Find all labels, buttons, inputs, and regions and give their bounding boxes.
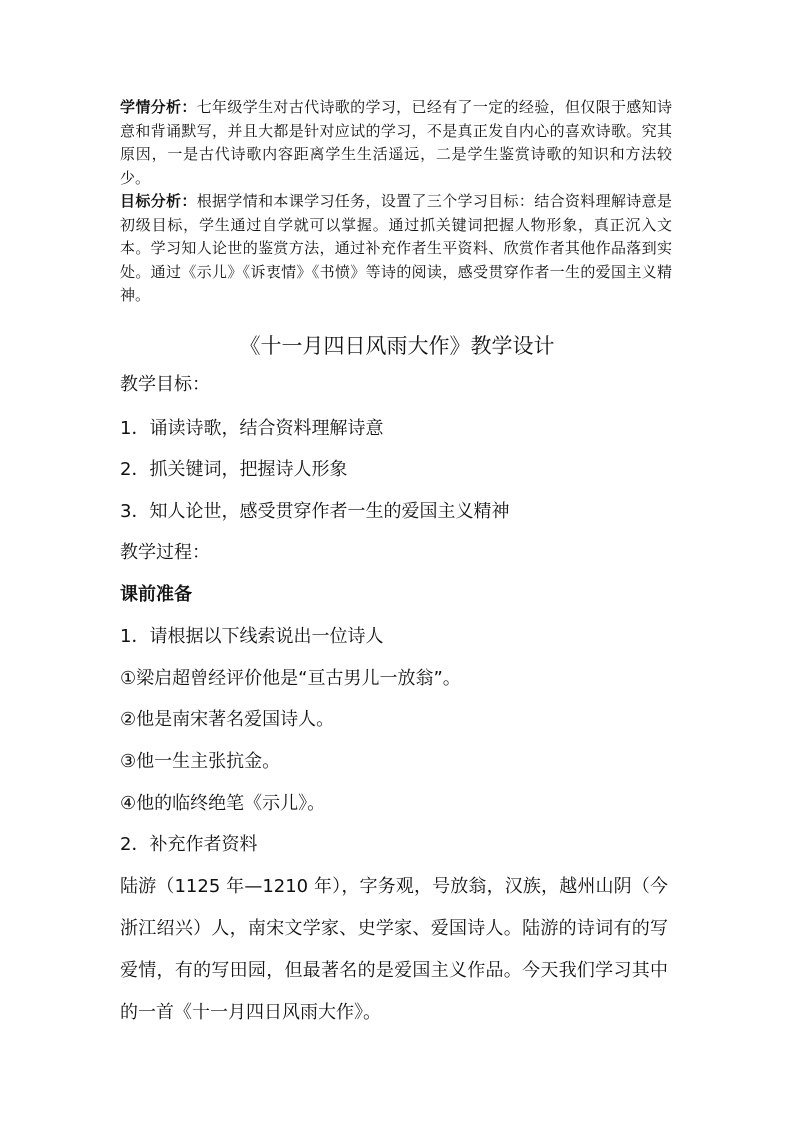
- objective-item-3: 3．知人论世，感受贯穿作者一生的爱国主义精神: [120, 501, 510, 522]
- section-heading: 课前准备: [120, 584, 192, 605]
- clue-item-3: ③他一生主张抗金。: [120, 751, 281, 772]
- objective-item-1: 1．诵读诗歌，结合资料理解诗意: [120, 418, 384, 439]
- step-1: 1．请根据以下线索说出一位诗人: [120, 626, 384, 647]
- student-analysis-label: 学情分析：: [120, 98, 197, 116]
- objectives-heading: 教学目标：: [120, 374, 210, 395]
- author-bio-paragraph: 陆游（1125 年—1210 年），字务观，号放翁，汉族，越州山阴（今浙江绍兴）人，南宋文学家、史学家、爱国诗人。陆游的诗词有的写爱情，有的写田园，但最著名的是爱国主义作品。今天我们学习其中的一首《十一月四日风雨大作》。: [120, 876, 668, 1023]
- clue-item-4: ④他的临终绝笔《示儿》。: [120, 793, 326, 814]
- clue-item-1: ①梁启超曾经评价他是“亘古男儿一放翁”。: [120, 668, 461, 689]
- clue-item-2: ②他是南宋著名爱国诗人。: [120, 709, 335, 730]
- process-heading: 教学过程：: [120, 542, 210, 563]
- student-analysis-text: 七年级学生对古代诗歌的学习，已经有了一定的经验，但仅限于感知诗意和背诵默写，并且大都是针对应试的学习，不是真正发自内心的喜欢诗歌。究其原因，一是古代诗歌内容距离学生生活遥远，二是学生鉴赏诗歌的知识和方法较少。: [120, 98, 672, 187]
- objective-item-2: 2．抓关键词，把握诗人形象: [120, 459, 348, 480]
- analysis-block: [120, 96, 672, 308]
- page-title: 《十一月四日风雨大作》教学设计: [239, 334, 555, 358]
- goal-analysis-paragraph: [120, 190, 672, 308]
- goal-analysis-label: 目标分析：: [120, 192, 197, 210]
- step-2: 2．补充作者资料: [120, 834, 258, 855]
- goal-analysis-text: 根据学情和本课学习任务，设置了三个学习目标：结合资料理解诗意是初级目标，学生通过自学就可以掌握。通过抓关键词把握人物形象，真正沉入文本。学习知人论世的鉴赏方法，通过补充作者生平资料、欣赏作者其他作品落到实处。通过《示儿》《诉衷情》《书愤》等诗的阅读，感受贯穿作者一生的爱国主义精神。: [120, 192, 672, 304]
- student-analysis-paragraph: [120, 96, 672, 190]
